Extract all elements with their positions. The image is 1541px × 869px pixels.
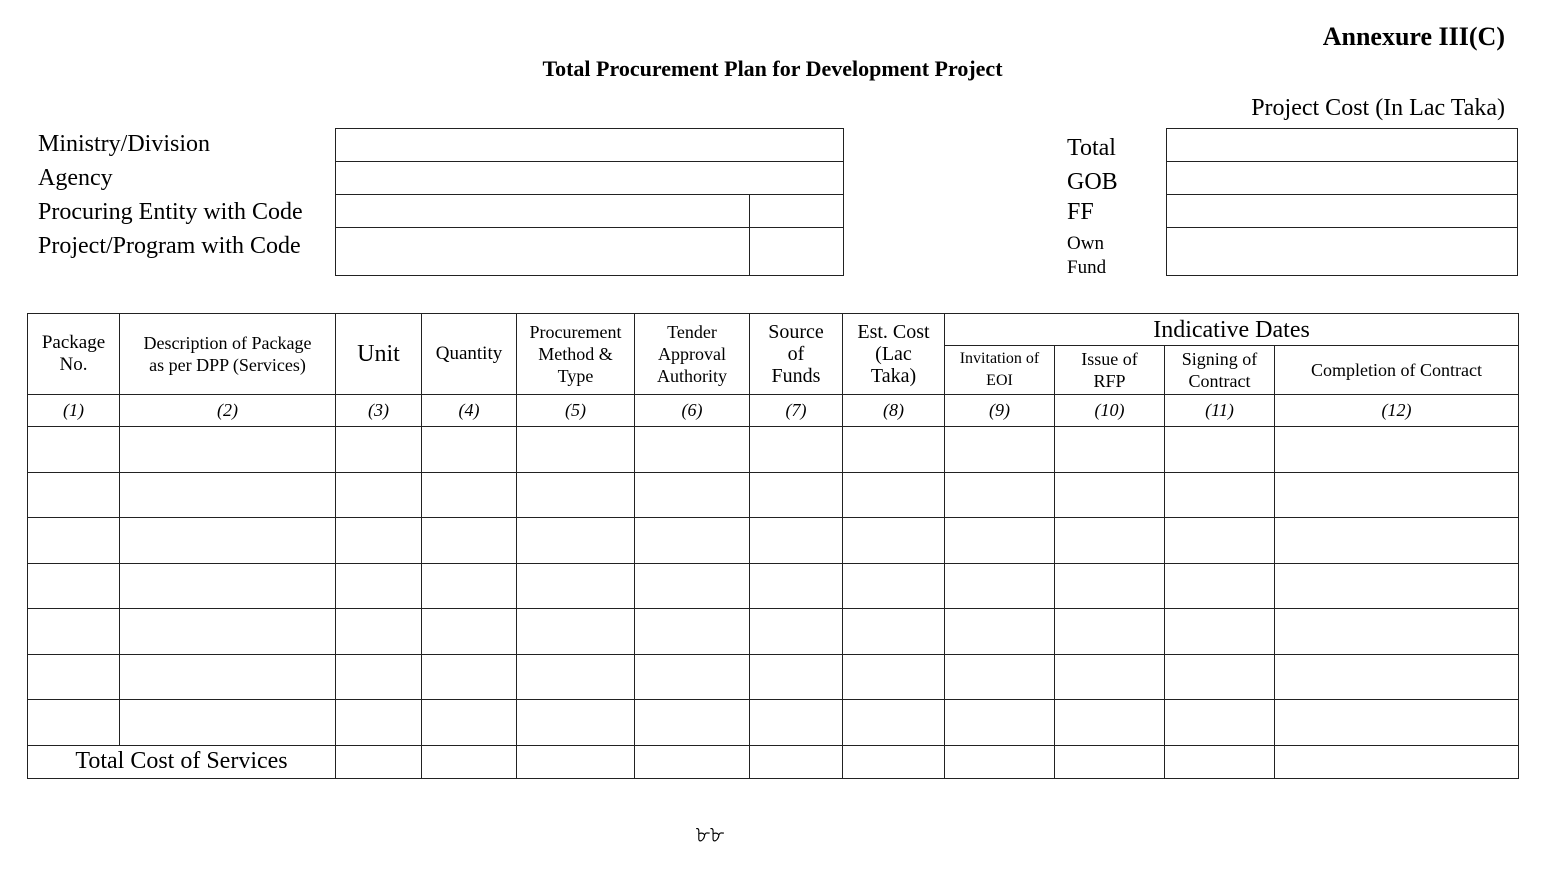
- project-label: Project/Program with Code: [38, 233, 301, 259]
- table-cell[interactable]: [1055, 472, 1165, 518]
- table-cell[interactable]: [28, 563, 120, 609]
- table-cell[interactable]: [1275, 609, 1519, 655]
- table-cell[interactable]: [635, 427, 750, 473]
- project-code-field[interactable]: [750, 228, 844, 276]
- table-cell[interactable]: [517, 563, 635, 609]
- table-cell[interactable]: [945, 609, 1055, 655]
- table-cell[interactable]: [1055, 518, 1165, 564]
- table-cell[interactable]: [422, 427, 517, 473]
- procuring-entity-code-field[interactable]: [750, 195, 844, 228]
- table-cell[interactable]: [843, 427, 945, 473]
- table-cell[interactable]: [422, 609, 517, 655]
- total-cost-label: Total Cost of Services: [28, 745, 336, 778]
- total-label: Total: [1067, 135, 1116, 161]
- table-cell[interactable]: [945, 563, 1055, 609]
- table-cell[interactable]: [336, 609, 422, 655]
- table-row: [28, 518, 1519, 564]
- header-description: Description of Package as per DPP (Services): [120, 314, 336, 395]
- table-cell[interactable]: [422, 654, 517, 700]
- ff-label: FF: [1067, 199, 1094, 225]
- header-package-no: Package No.: [28, 314, 120, 395]
- table-cell[interactable]: [1165, 654, 1275, 700]
- table-row: [28, 563, 1519, 609]
- table-cell[interactable]: [750, 609, 843, 655]
- fund-label: Fund: [1067, 257, 1107, 278]
- table-cell[interactable]: [750, 654, 843, 700]
- table-cell[interactable]: [750, 472, 843, 518]
- total-cell[interactable]: [336, 745, 422, 778]
- total-cell[interactable]: [1165, 745, 1275, 778]
- table-cell[interactable]: [28, 472, 120, 518]
- column-number: (9): [945, 395, 1055, 427]
- header-procurement-method: Procurement Method & Type: [517, 314, 635, 395]
- agency-field[interactable]: [336, 162, 844, 195]
- table-cell[interactable]: [945, 654, 1055, 700]
- total-cell[interactable]: [1275, 745, 1519, 778]
- table-cell[interactable]: [635, 654, 750, 700]
- table-cell[interactable]: [1165, 609, 1275, 655]
- header-est-cost: Est. Cost (Lac Taka): [843, 314, 945, 395]
- project-info-form: [335, 128, 844, 276]
- table-cell[interactable]: [1275, 563, 1519, 609]
- table-cell[interactable]: [28, 654, 120, 700]
- table-cell[interactable]: [1275, 654, 1519, 700]
- table-cell[interactable]: [843, 518, 945, 564]
- header-quantity: Quantity: [422, 314, 517, 395]
- table-cell[interactable]: [120, 472, 336, 518]
- column-number-row: [28, 395, 1519, 427]
- header-issue-rfp: Issue of RFP: [1055, 346, 1165, 395]
- table-cell[interactable]: [843, 609, 945, 655]
- table-cell[interactable]: [336, 427, 422, 473]
- table-cell[interactable]: [1055, 654, 1165, 700]
- procuring-entity-field[interactable]: [336, 195, 750, 228]
- header-completion-contract: Completion of Contract: [1275, 346, 1519, 395]
- total-cell[interactable]: [517, 745, 635, 778]
- table-cell[interactable]: [843, 472, 945, 518]
- table-cell[interactable]: [635, 563, 750, 609]
- table-cell[interactable]: [1165, 472, 1275, 518]
- project-cost-form: [1166, 128, 1518, 276]
- table-row: [28, 472, 1519, 518]
- table-cell[interactable]: [422, 472, 517, 518]
- column-number: (8): [843, 395, 945, 427]
- table-cell[interactable]: [1055, 609, 1165, 655]
- table-cell[interactable]: [336, 518, 422, 564]
- own-label: Own: [1067, 233, 1104, 254]
- header-source-of-funds: Source of Funds: [750, 314, 843, 395]
- table-cell[interactable]: [945, 518, 1055, 564]
- agency-label: Agency: [38, 165, 113, 191]
- table-cell[interactable]: [517, 609, 635, 655]
- table-row: [28, 427, 1519, 473]
- total-cost-field[interactable]: [1167, 129, 1518, 162]
- table-row: [28, 700, 1519, 746]
- table-cell[interactable]: [517, 472, 635, 518]
- table-cell[interactable]: [750, 700, 843, 746]
- total-cell[interactable]: [1055, 745, 1165, 778]
- table-cell[interactable]: [336, 472, 422, 518]
- column-number: (6): [635, 395, 750, 427]
- ff-cost-field[interactable]: [1167, 195, 1518, 228]
- procuring-entity-label: Procuring Entity with Code: [38, 199, 303, 225]
- table-cell[interactable]: [945, 427, 1055, 473]
- column-number: (3): [336, 395, 422, 427]
- project-field[interactable]: [336, 228, 750, 276]
- table-cell[interactable]: [1165, 427, 1275, 473]
- gob-cost-field[interactable]: [1167, 162, 1518, 195]
- header-invitation-eoi: Invitation of EOI: [945, 346, 1055, 395]
- table-cell[interactable]: [1165, 518, 1275, 564]
- table-row: [28, 609, 1519, 655]
- total-cell[interactable]: [945, 745, 1055, 778]
- table-row: [28, 654, 1519, 700]
- table-cell[interactable]: [28, 518, 120, 564]
- table-cell[interactable]: [1275, 427, 1519, 473]
- table-cell[interactable]: [517, 427, 635, 473]
- table-cell[interactable]: [1275, 700, 1519, 746]
- ministry-field[interactable]: [336, 129, 844, 162]
- table-cell[interactable]: [1055, 427, 1165, 473]
- table-cell[interactable]: [336, 563, 422, 609]
- table-cell[interactable]: [517, 700, 635, 746]
- table-cell[interactable]: [1165, 563, 1275, 609]
- column-number: (11): [1165, 395, 1275, 427]
- header-signing-contract: Signing of Contract: [1165, 346, 1275, 395]
- table-cell[interactable]: [843, 700, 945, 746]
- table-cell[interactable]: [635, 700, 750, 746]
- page-number: ৮৮: [695, 822, 725, 847]
- total-cell[interactable]: [843, 745, 945, 778]
- total-row: [28, 745, 1519, 778]
- column-number: (5): [517, 395, 635, 427]
- table-cell[interactable]: [422, 700, 517, 746]
- column-number: (10): [1055, 395, 1165, 427]
- project-cost-label: Project Cost (In Lac Taka): [1251, 95, 1505, 121]
- table-cell[interactable]: [1165, 700, 1275, 746]
- table-cell[interactable]: [843, 654, 945, 700]
- table-cell[interactable]: [517, 654, 635, 700]
- table-cell[interactable]: [945, 472, 1055, 518]
- header-unit: Unit: [336, 314, 422, 395]
- table-cell[interactable]: [336, 654, 422, 700]
- procurement-table: [27, 313, 1519, 779]
- table-cell[interactable]: [1275, 518, 1519, 564]
- table-cell[interactable]: [1275, 472, 1519, 518]
- table-cell[interactable]: [422, 563, 517, 609]
- table-cell[interactable]: [517, 518, 635, 564]
- table-cell[interactable]: [28, 609, 120, 655]
- table-cell[interactable]: [336, 700, 422, 746]
- table-cell[interactable]: [28, 427, 120, 473]
- column-number: (1): [28, 395, 120, 427]
- table-cell[interactable]: [843, 563, 945, 609]
- page-title: Total Procurement Plan for Development Project: [542, 56, 1003, 81]
- table-cell[interactable]: [945, 700, 1055, 746]
- column-number: (4): [422, 395, 517, 427]
- table-cell[interactable]: [422, 518, 517, 564]
- table-cell[interactable]: [120, 609, 336, 655]
- table-cell[interactable]: [635, 518, 750, 564]
- table-cell[interactable]: [120, 563, 336, 609]
- own-fund-cost-field[interactable]: [1167, 228, 1518, 276]
- header-approval-authority: Tender Approval Authority: [635, 314, 750, 395]
- gob-label: GOB: [1067, 169, 1118, 195]
- total-cell[interactable]: [635, 745, 750, 778]
- table-cell[interactable]: [635, 472, 750, 518]
- column-number: (7): [750, 395, 843, 427]
- table-cell[interactable]: [750, 563, 843, 609]
- total-cell[interactable]: [750, 745, 843, 778]
- table-cell[interactable]: [120, 427, 336, 473]
- table-cell[interactable]: [750, 518, 843, 564]
- table-cell[interactable]: [120, 700, 336, 746]
- table-cell[interactable]: [635, 609, 750, 655]
- column-number: (2): [120, 395, 336, 427]
- total-cell[interactable]: [422, 745, 517, 778]
- table-cell[interactable]: [1055, 700, 1165, 746]
- column-number: (12): [1275, 395, 1519, 427]
- table-cell[interactable]: [120, 518, 336, 564]
- table-cell[interactable]: [1055, 563, 1165, 609]
- annexure-label: Annexure III(C): [1322, 22, 1505, 51]
- table-cell[interactable]: [750, 427, 843, 473]
- ministry-label: Ministry/Division: [38, 131, 211, 157]
- table-cell[interactable]: [28, 700, 120, 746]
- table-cell[interactable]: [120, 654, 336, 700]
- header-indicative-dates: Indicative Dates: [945, 314, 1519, 346]
